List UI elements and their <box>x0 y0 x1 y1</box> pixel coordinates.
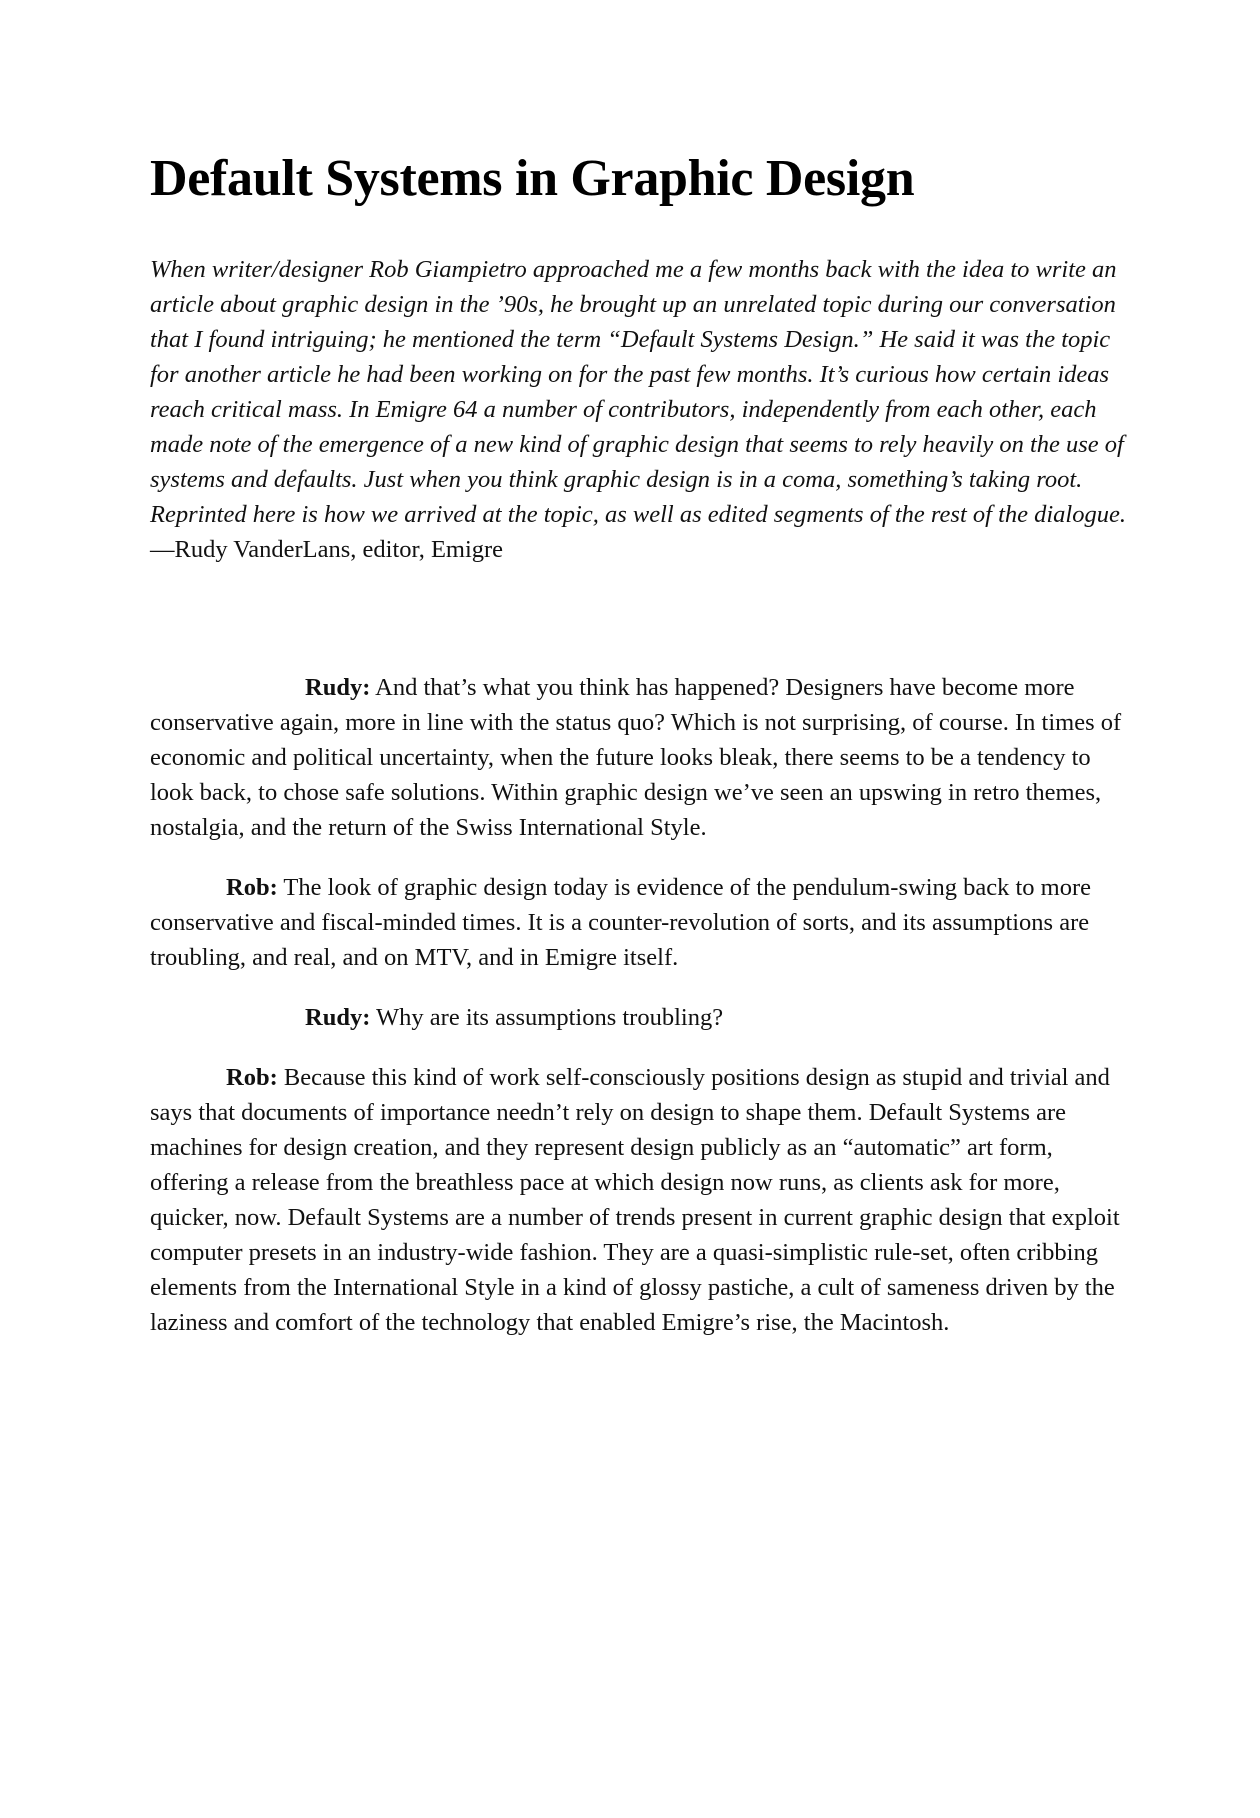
speaker-name: Rob: <box>226 874 278 901</box>
dialogue-turn-rudy-1 <box>150 670 1130 845</box>
dialogue-turn-rudy-2 <box>150 1000 1130 1035</box>
dialogue-turn-rob-1 <box>150 870 1130 975</box>
article-title: Default Systems in Graphic Design <box>150 150 915 207</box>
dialogue-text: Why are its assumptions troubling? <box>370 1004 724 1031</box>
dialogue-text: The look of graphic design today is evidence of the pendulum-swing back to more conservative and fiscal-minded times. It is a counter-revolution of sorts, and its assumptions are troubling, and real, and on MTV, and in Emigre itself. <box>150 874 1092 971</box>
intro-italic-text: When writer/designer Rob Giampietro approached me a few months back with the idea to write an article about graphic design in the ’90s, he brought up an unrelated topic during our conversation that I found intriguing; he mentioned the term “Default Systems Design.” He said it was the topic for another article he had been working on for the past few months. It’s curious how certain ideas reach critical mass. In Emigre 64 a number of contributors, independently from each other, each made note of the emergence of a new kind of graphic design that seems to rely heavily on the use of systems and defaults. Just when you think graphic design is in a coma, something’s taking root. Reprinted here is how we arrived at the topic, as well as edited segments of the rest of the dialogue. <box>150 256 1126 528</box>
editor-introduction <box>150 252 1130 567</box>
dialogue-turn-rob-2 <box>150 1060 1130 1340</box>
dialogue <box>150 670 1130 1365</box>
intro-attribution: —Rudy VanderLans, editor, Emigre <box>150 536 504 563</box>
speaker-name: Rudy: <box>305 1004 371 1031</box>
dialogue-text: And that’s what you think has happened? Designers have become more conservative again, more in line with the status quo? Which is not surprising, of course. In times of economic and political uncertainty, when the future looks bleak, there seems to be a tendency to look back, to chose safe solutions. Within graphic design we’ve seen an upswing in retro themes, nostalgia, and the return of the Swiss International Style. <box>150 674 1122 841</box>
speaker-name: Rob: <box>226 1064 278 1091</box>
speaker-name: Rudy: <box>305 674 371 701</box>
dialogue-text: Because this kind of work self-consciously positions design as stupid and trivial and says that documents of importance needn’t rely on design to shape them. Default Systems are machines for design creation, and they represent design publicly as an “automatic” art form, offering a release from the breathless pace at which design now runs, as clients ask for more, quicker, now. Default Systems are a number of trends present in current graphic design that exploit computer presets in an industry-wide fashion. They are a quasi-simplistic rule-set, often cribbing elements from the International Style in a kind of glossy pastiche, a cult of sameness driven by the laziness and comfort of the technology that enabled Emigre’s rise, the Macintosh. <box>150 1064 1120 1336</box>
